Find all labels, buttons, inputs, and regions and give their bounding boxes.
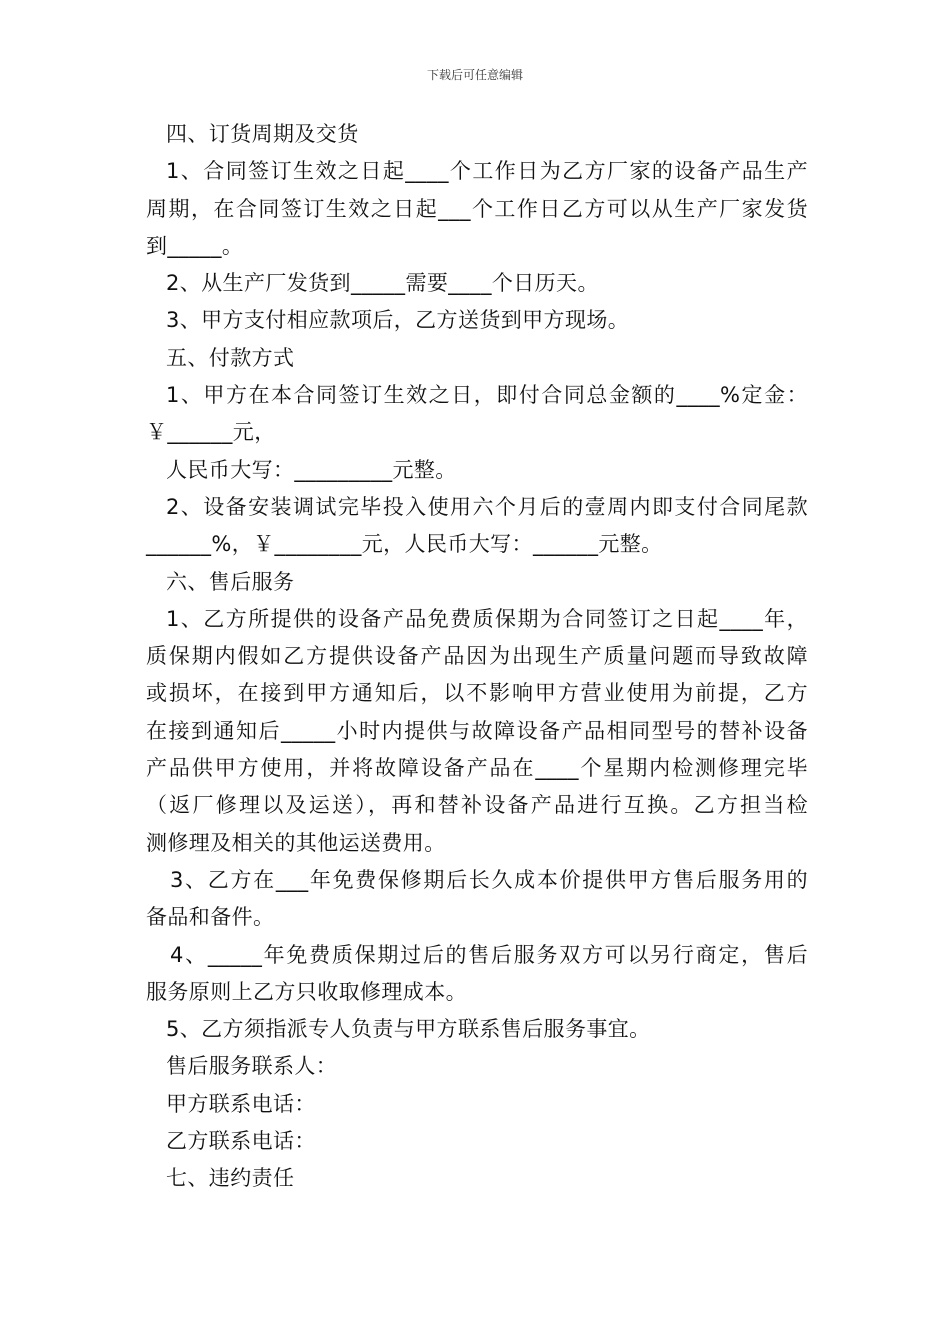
text-line: 1、甲方在本合同签订生效之日，即付合同总金额的____%定金： [166, 383, 808, 408]
text-line: 3、乙方在___年免费保修期后长久成本价提供甲方售后服务用的 [170, 867, 808, 892]
text-line: 测修理及相关的其他运送费用。 [146, 830, 446, 855]
text-line: 2、设备安装调试完毕投入使用六个月后的壹周内即支付合同尾款 [166, 494, 808, 519]
text-line: 备品和备件。 [146, 905, 275, 930]
text-line: 3、甲方支付相应款项后，乙方送货到甲方现场。 [166, 308, 630, 333]
text-line: 人民币大写：_________元整。 [166, 457, 457, 482]
text-line: 1、合同签订生效之日起____个工作日为乙方厂家的设备产品生产 [166, 159, 808, 184]
text-line: 乙方联系电话： [166, 1129, 316, 1154]
text-line: ______%，￥________元，人民币大写：______元整。 [146, 532, 663, 557]
text-line: 5、乙方须指派专人负责与甲方联系售后服务事宜。 [166, 1017, 651, 1042]
text-line: 服务原则上乙方只收取修理成本。 [146, 979, 467, 1004]
text-line: 七、违约责任 [166, 1166, 295, 1191]
text-line: 2、从生产厂发货到_____需要____个日历天。 [166, 271, 599, 296]
text-line: ￥______元， [146, 420, 276, 445]
text-line: （返厂修理以及运送），再和替补设备产品进行互换。乙方担当检 [146, 793, 808, 818]
text-line: 在接到通知后_____小时内提供与故障设备产品相同型号的替补设备 [146, 718, 808, 743]
text-line: 4、_____年免费质保期过后的售后服务双方可以另行商定，售后 [170, 942, 808, 967]
text-line: 或损坏，在接到甲方通知后，以不影响甲方营业使用为前提，乙方 [146, 681, 808, 706]
text-line: 到_____。 [146, 233, 244, 258]
text-line: 质保期内假如乙方提供设备产品因为出现生产质量问题而导致故障 [146, 644, 808, 669]
document-body [146, 116, 808, 1198]
text-line: 四、订货周期及交货 [166, 122, 359, 146]
text-line: 1、乙方所提供的设备产品免费质保期为合同签订之日起____年， [166, 606, 808, 631]
text-line: 售后服务联系人： [166, 1054, 338, 1079]
text-line: 六、售后服务 [166, 569, 295, 594]
text-line: 甲方联系电话： [166, 1091, 316, 1116]
page-header-note: 下载后可任意编辑 [426, 68, 523, 82]
text-line: 产品供甲方使用，并将故障设备产品在____个星期内检测修理完毕 [146, 756, 808, 781]
text-line: 五、付款方式 [166, 345, 295, 370]
text-line: 周期，在合同签订生效之日起___个工作日乙方可以从生产厂家发货 [146, 196, 808, 221]
